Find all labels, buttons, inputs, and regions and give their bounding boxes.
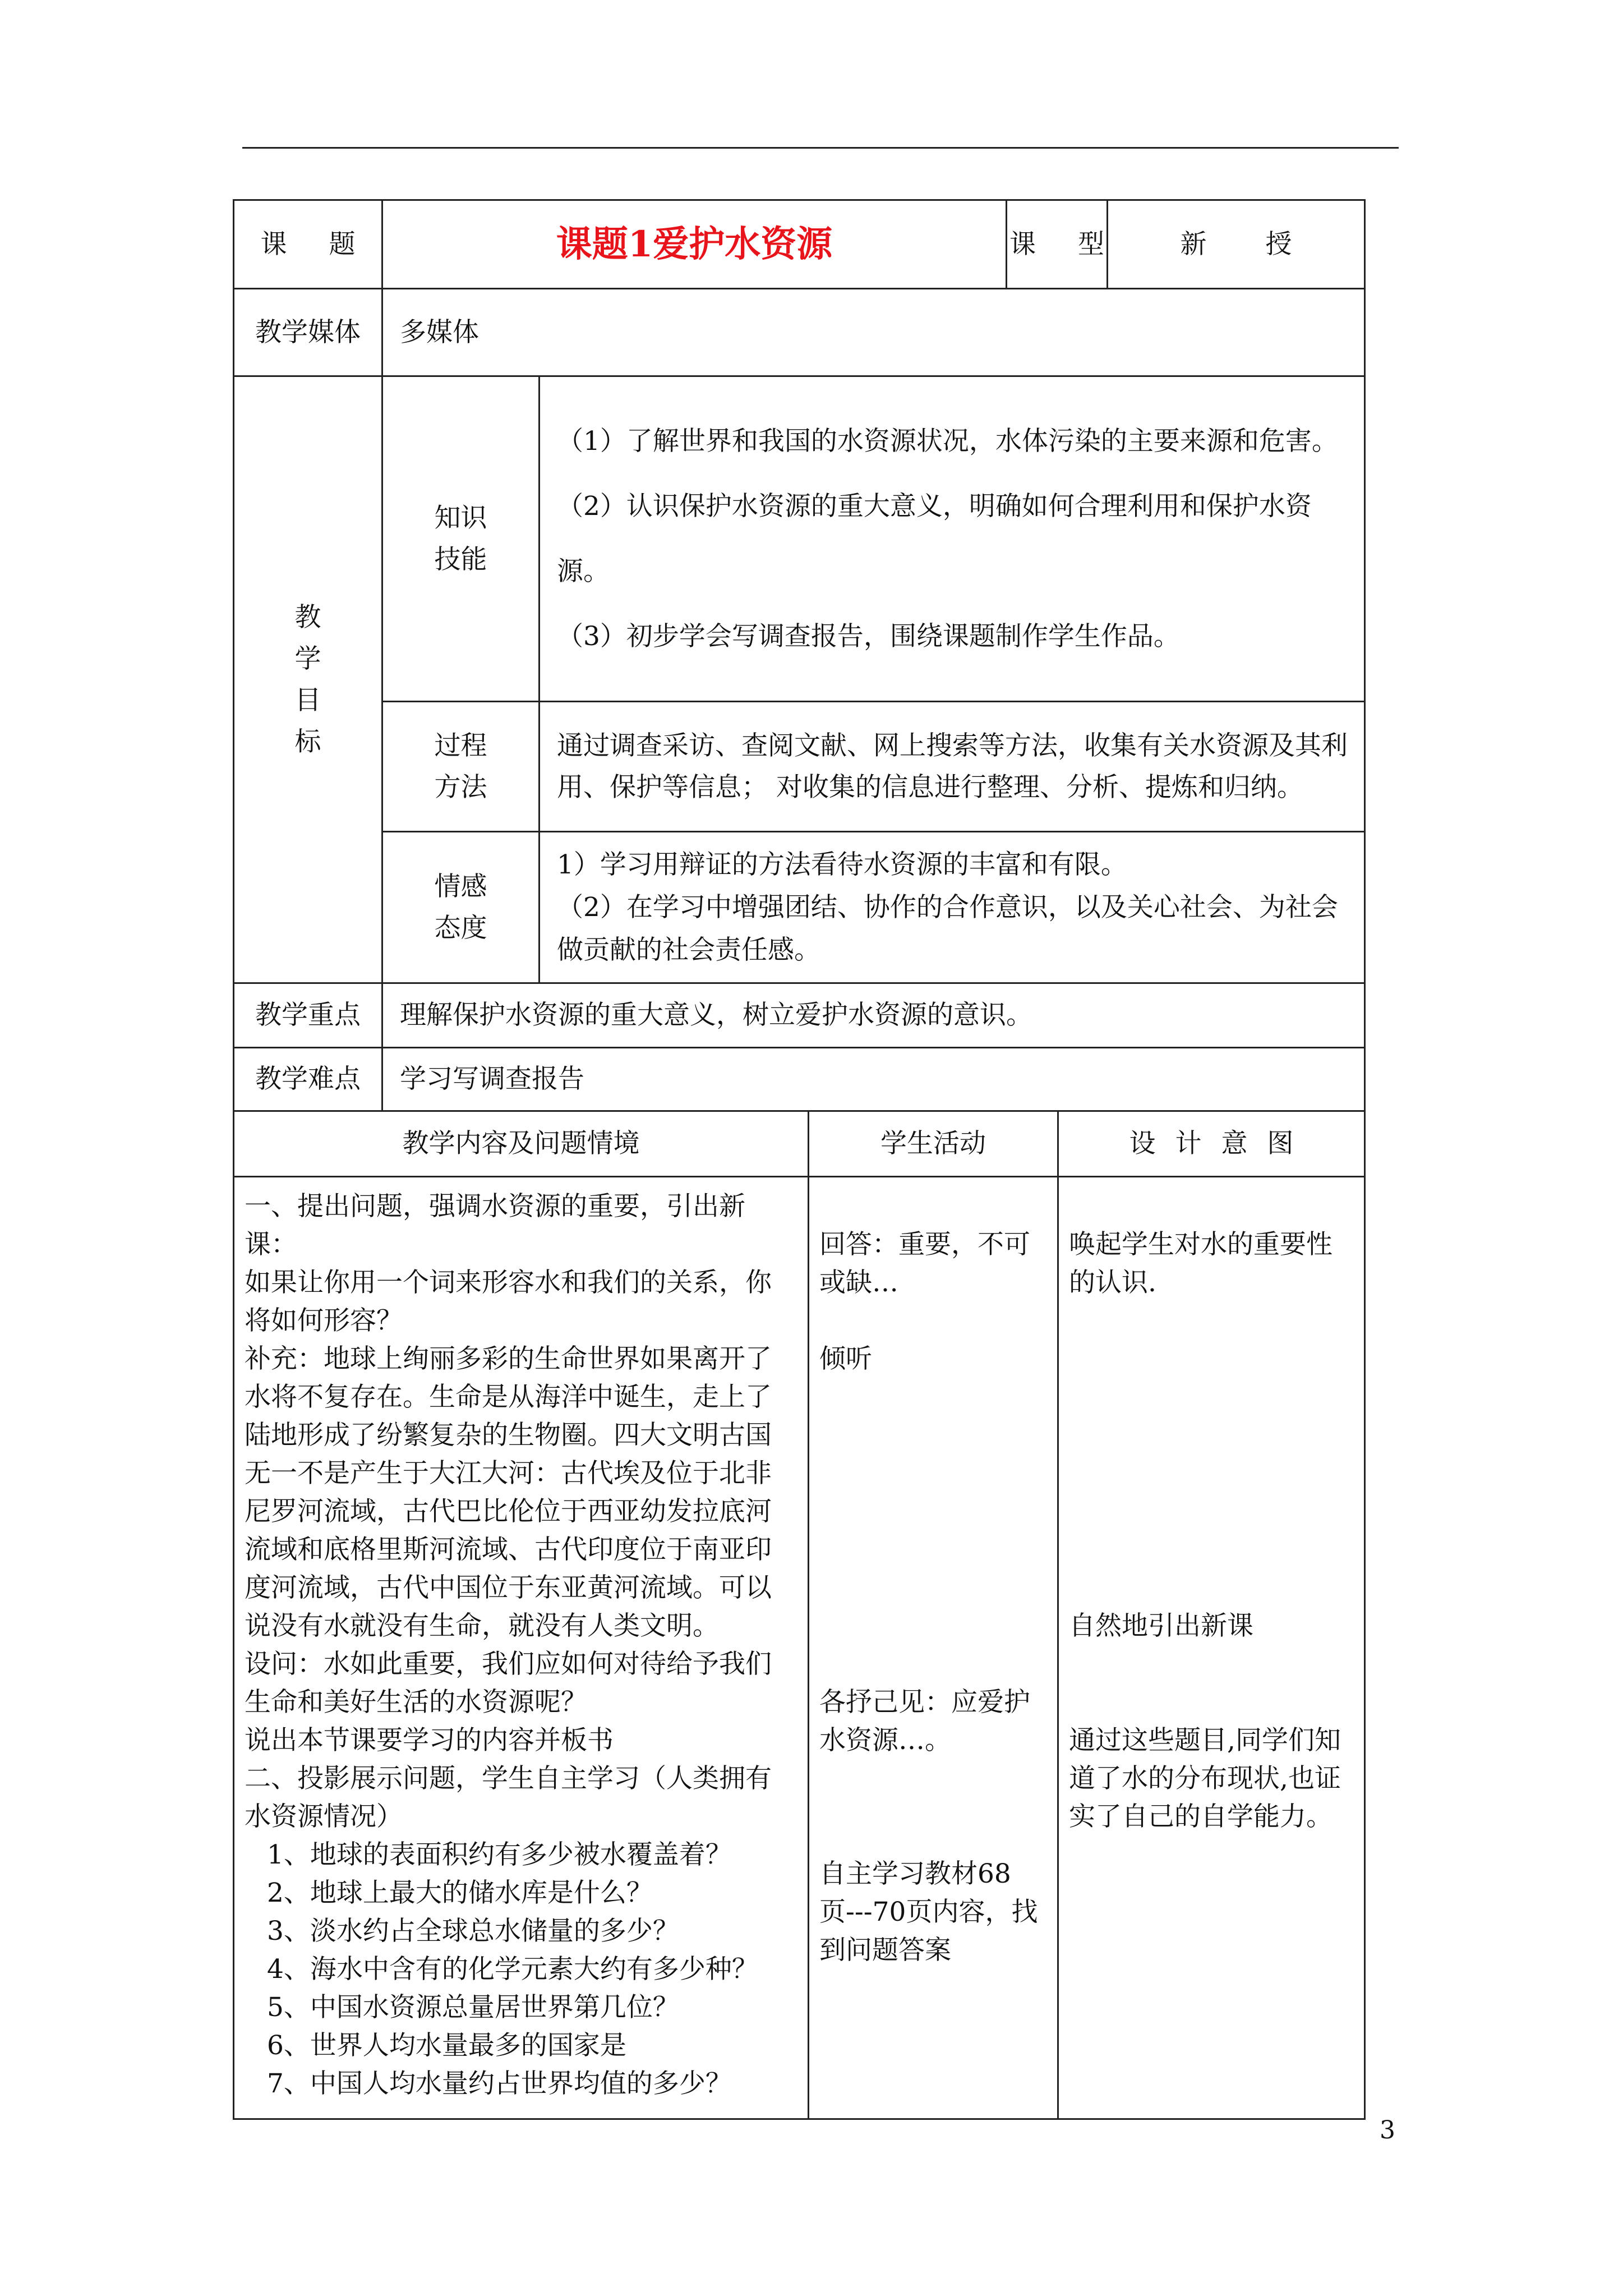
knowledge-item: （1）了解世界和我国的水资源状况，水体污染的主要来源和危害。 [557, 425, 1338, 457]
media-row [234, 289, 1365, 376]
difficulty-value: 学习写调查报告 [382, 1048, 1365, 1111]
question-item: 2、地球上最大的储水库是什么？ [267, 1878, 653, 1908]
emotion-item: （2）在学习中增强团结、协作的合作意识，以及关心社会、为社会做贡献的社会责任感。 [557, 891, 1338, 965]
content-paragraph: 说出本节课要学习的内容并板书 [245, 1725, 614, 1756]
teaching-content-cell [234, 1177, 809, 2119]
content-paragraph: 如果让你用一个词来形容水和我们的关系，你将如何形容？ [245, 1267, 772, 1336]
content-paragraph: 一、提出问题，强调水资源的重要，引出新课： [245, 1191, 745, 1260]
content-paragraph: 二、投影展示问题，学生自主学习（人类拥有水资源情况） [245, 1763, 772, 1832]
activity-opinion: 各抒己见：应爱护水资源…。 [819, 1687, 1030, 1756]
emotion-item: 1）学习用辩证的方法看待水资源的丰富和有限。 [557, 849, 1127, 880]
activity-listen: 倾听 [819, 1343, 872, 1374]
question-item: 1、地球的表面积约有多少被水覆盖着？ [267, 1839, 732, 1870]
knowledge-item: （3）初步学会写调查报告，围绕课题制作学生作品。 [557, 620, 1180, 652]
knowledge-text [540, 376, 1365, 702]
intent-column-header: 设 计 意 图 [1058, 1111, 1365, 1177]
content-column-header: 教学内容及问题情境 [234, 1111, 809, 1177]
knowledge-label: 知识 技能 [382, 376, 540, 702]
column-header-row [234, 1111, 1365, 1177]
header-rule [242, 147, 1399, 149]
key-point-value: 理解保护水资源的重大意义，树立爱护水资源的意识。 [382, 983, 1365, 1048]
student-activity-cell [809, 1177, 1058, 2119]
process-text: 通过调查采访、查阅文献、网上搜索等方法，收集有关水资源及其利用、保护等信息； 对收集的信息进行整理、分析、提炼和归纳。 [540, 702, 1365, 832]
design-intent-cell [1058, 1177, 1365, 2119]
emotion-text [540, 832, 1365, 983]
objectives-label: 教 学 目 标 [234, 376, 382, 983]
process-label: 过程 方法 [382, 702, 540, 832]
difficulty-row [234, 1048, 1365, 1111]
key-point-row [234, 983, 1365, 1048]
knowledge-item: （2）认识保护水资源的重大意义，明确如何合理利用和保护水资源。 [557, 490, 1312, 587]
page-number: 3 [1380, 2116, 1395, 2145]
intent-new-lesson: 自然地引出新课 [1069, 1611, 1254, 1641]
lesson-plan-table [233, 199, 1366, 2120]
activity-self-study: 自主学习教材68页---70页内容，找到问题答案 [819, 1858, 1038, 1966]
objective-process-row [234, 702, 1365, 832]
question-item: 7、中国人均水量约占世界均值的多少？ [267, 2068, 732, 2099]
objective-emotion-row [234, 832, 1365, 983]
intent-self-study: 通过这些题目,同学们知道了水的分布现状,也证实了自己的自学能力。 [1069, 1725, 1341, 1832]
intent-awareness: 唤起学生对水的重要性的认识. [1069, 1229, 1333, 1298]
activity-column-header: 学生活动 [809, 1111, 1058, 1177]
question-item: 6、世界人均水量最多的国家是 [267, 2030, 626, 2061]
activity-answer: 回答：重要，不可或缺… [819, 1229, 1030, 1298]
emotion-label: 情感 态度 [382, 832, 540, 983]
content-row [234, 1177, 1365, 2119]
media-value: 多媒体 [382, 289, 1365, 376]
media-label: 教学媒体 [234, 289, 382, 376]
type-value: 新 授 [1108, 200, 1365, 289]
key-point-label: 教学重点 [234, 983, 382, 1048]
content-paragraph: 设问：水如此重要，我们应如何对待给予我们生命和美好生活的水资源呢？ [245, 1649, 772, 1718]
topic-row [234, 200, 1365, 289]
topic-label: 课 题 [234, 200, 382, 289]
difficulty-label: 教学难点 [234, 1048, 382, 1111]
type-label: 课 型 [1007, 200, 1108, 289]
objective-knowledge-row [234, 376, 1365, 702]
content-paragraph: 补充：地球上绚丽多彩的生命世界如果离开了水将不复存在。生命是从海洋中诞生，走上了陆地形成了纷繁复杂的生物圈。四大文明古国无一不是产生于大江大河：古代埃及位于北非尼罗河流域，古代巴比伦位于西亚幼发拉底河流域和底格里斯河流域、古代印度位于南亚印度河流域，古代中国位于东亚黄河流域。可以说没有水就没有生命，就没有人类文明。 [245, 1343, 772, 1641]
question-item: 4、海水中含有的化学元素大约有多少种？ [267, 1954, 758, 1985]
question-item: 5、中国水资源总量居世界第几位？ [267, 1992, 679, 2023]
topic-title: 课题1爱护水资源 [382, 200, 1007, 289]
question-item: 3、淡水约占全球总水储量的多少？ [267, 1916, 679, 1947]
